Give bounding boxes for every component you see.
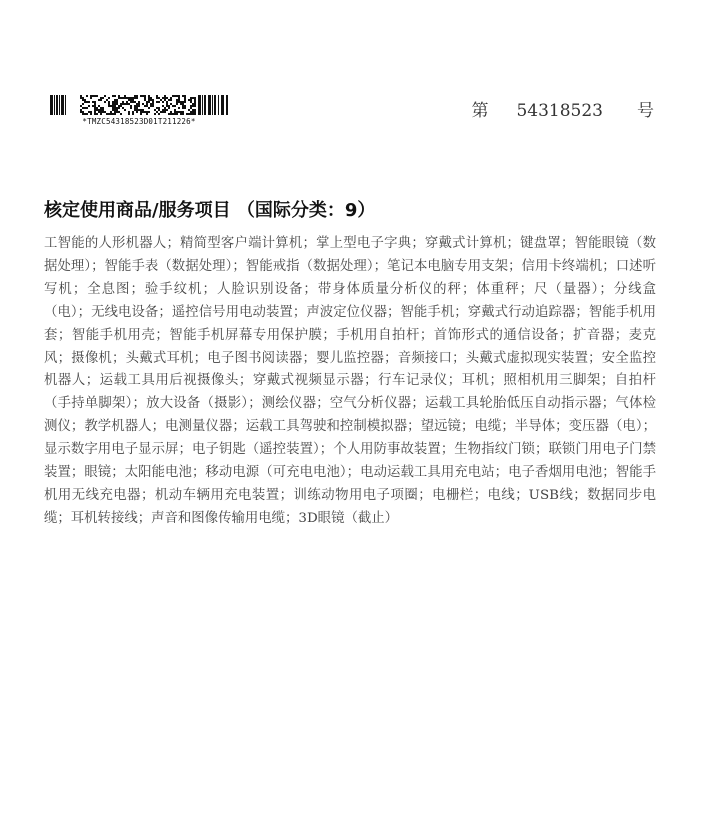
registration-number: [471, 96, 654, 121]
barcode-caption: *TMZC54318523D01T211226*: [82, 117, 196, 126]
barcode-graphic: [50, 95, 228, 115]
registration-prefix: 第: [471, 101, 489, 121]
goods-list: 工智能的人形机器人；精简型客户端计算机；掌上型电子字典；穿戴式计算机；键盘罩；智能眼镜（数据处理）；智能手表（数据处理）；智能戒指（数据处理）；笔记本电脑专用支架；信用卡终端机；口述听写机；全息图；验手纹机；人脸识别设备；带身体质量分析仪的秤；体重秤；尺（量器）；分线盒（电）；无线电设备；遥控信号用电动装置；声波定位仪器；智能手机；穿戴式行动追踪器；智能手机用套；智能手机用壳；智能手机屏幕专用保护膜；手机用自拍杆；首饰形式的通信设备；扩音器；麦克风；摄像机；头戴式耳机；电子图书阅读器；婴儿监控器；音频接口；头戴式虚拟现实装置；安全监控机器人；运载工具用后视摄像头；穿戴式视频显示器；行车记录仪；耳机；照相机用三脚架；自拍杆（手持单脚架）；放大设备（摄影）；测绘仪器；空气分析仪器；运载工具轮胎低压自动指示器；气体检测仪；教学机器人；电测量仪器；运载工具驾驶和控制模拟器；望远镜；电缆；半导体；变压器（电）；显示数字用电子显示屏；电子钥匙（遥控装置）；个人用防事故装置；生物指纹门锁；联锁门用电子门禁装置；眼镜；太阳能电池；移动电源（可充电电池）；电动运载工具用充电站；电子香烟用电池；智能手机用无线充电器；机动车辆用充电装置；训练动物用电子项圈；电栅栏；电线；USB线；数据同步电缆；耳机转接线；声音和图像传输用电缆；3D眼镜（截止）: [44, 236, 656, 526]
section-title: 核定使用商品/服务项目 （国际分类：9）: [44, 200, 376, 221]
registration-suffix: 号: [637, 101, 654, 121]
registration-number-value: 54318523: [516, 101, 603, 121]
barcode: [50, 95, 228, 126]
